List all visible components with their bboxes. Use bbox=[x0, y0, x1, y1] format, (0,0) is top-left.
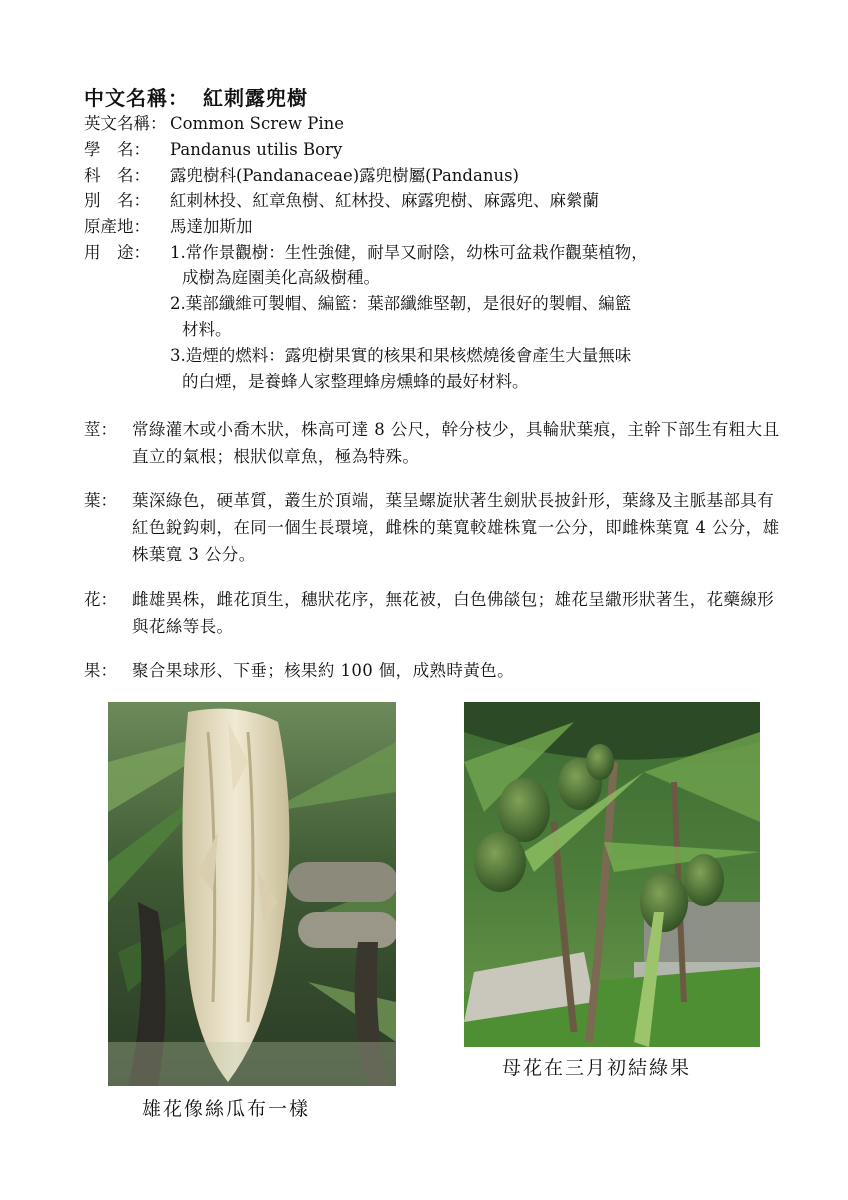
use-line-2: 成樹為庭園美化高級樹種。 bbox=[182, 268, 380, 287]
field-alias bbox=[84, 189, 599, 213]
chinese-name-value: 紅刺露兜樹 bbox=[203, 86, 308, 110]
field-label: 原產地： bbox=[84, 217, 150, 236]
field-value: 露兜樹科(Pandanaceae)露兜樹屬(Pandanus) bbox=[170, 166, 519, 185]
section-fruit bbox=[84, 657, 784, 685]
field-family bbox=[84, 164, 519, 188]
use-line-5: 3.造煙的燃料：露兜樹果實的核果和果核燃燒後會產生大量無味 bbox=[170, 346, 632, 365]
section-text: 雌雄異株，雌花頂生，穗狀花序，無花被，白色佛燄包；雄花呈繖形狀著生，花藥線形與花絲等長。 bbox=[132, 590, 775, 636]
section-flower bbox=[84, 586, 784, 642]
male-flower-photo bbox=[108, 702, 396, 1086]
field-value: Common Screw Pine bbox=[170, 114, 344, 133]
field-english-name bbox=[84, 112, 344, 136]
field-label: 學 名： bbox=[84, 140, 150, 159]
field-scientific-name bbox=[84, 138, 342, 162]
field-value: Pandanus utilis Bory bbox=[170, 140, 343, 159]
section-stem bbox=[84, 416, 784, 472]
field-value: 馬達加斯加 bbox=[170, 217, 253, 236]
chinese-name-heading bbox=[84, 82, 308, 111]
section-leaf bbox=[84, 487, 784, 571]
use-line-1: 1.常作景觀樹：生性強健，耐旱又耐陰，幼株可盆栽作觀葉植物， bbox=[170, 243, 648, 262]
uses-label: 用 途： bbox=[84, 243, 150, 262]
green-fruit-photo bbox=[464, 702, 760, 1047]
field-origin bbox=[84, 215, 253, 239]
chinese-name-label: 中文名稱： bbox=[84, 86, 189, 110]
section-text: 常綠灌木或小喬木狀，株高可達 8 公尺，幹分枝少，具輪狀葉痕，主幹下部生有粗大且直立的氣根；根狀似章魚，極為特殊。 bbox=[132, 420, 780, 466]
field-label: 英文名稱： bbox=[84, 114, 167, 133]
field-value: 紅刺林投、紅章魚樹、紅林投、麻露兜樹、麻露兜、麻縈蘭 bbox=[170, 191, 599, 210]
section-label: 莖： bbox=[84, 420, 117, 439]
use-line-4: 材料。 bbox=[182, 320, 232, 339]
photo-caption-green-fruit: 母花在三月初結綠果 bbox=[502, 1057, 692, 1079]
green-fruit-image bbox=[464, 702, 760, 1047]
section-label: 葉： bbox=[84, 491, 117, 510]
photo-caption-male-flower: 雄花像絲瓜布一樣 bbox=[142, 1098, 311, 1120]
use-line-6: 的白煙，是養蜂人家整理蜂房燻蜂的最好材料。 bbox=[182, 372, 529, 391]
section-label: 果： bbox=[84, 661, 117, 680]
field-label: 別 名： bbox=[84, 191, 150, 210]
field-label: 科 名： bbox=[84, 166, 150, 185]
use-line-3: 2.葉部纖維可製帽、編籃：葉部纖維堅韌，是很好的製帽、編籃 bbox=[170, 294, 632, 313]
section-text: 葉深綠色，硬革質，叢生於頂端，葉呈螺旋狀著生劍狀長披針形，葉緣及主脈基部具有紅色銳鈎刺，在同一個生長環境，雌株的葉寬較雄株寬一公分，即雌株葉寬 4 公分，雄株葉寬 3 公分。 bbox=[132, 491, 780, 564]
section-label: 花： bbox=[84, 590, 117, 609]
section-text: 聚合果球形、下垂；核果約 100 個，成熟時黃色。 bbox=[132, 661, 514, 680]
male-flower-image bbox=[108, 702, 396, 1086]
